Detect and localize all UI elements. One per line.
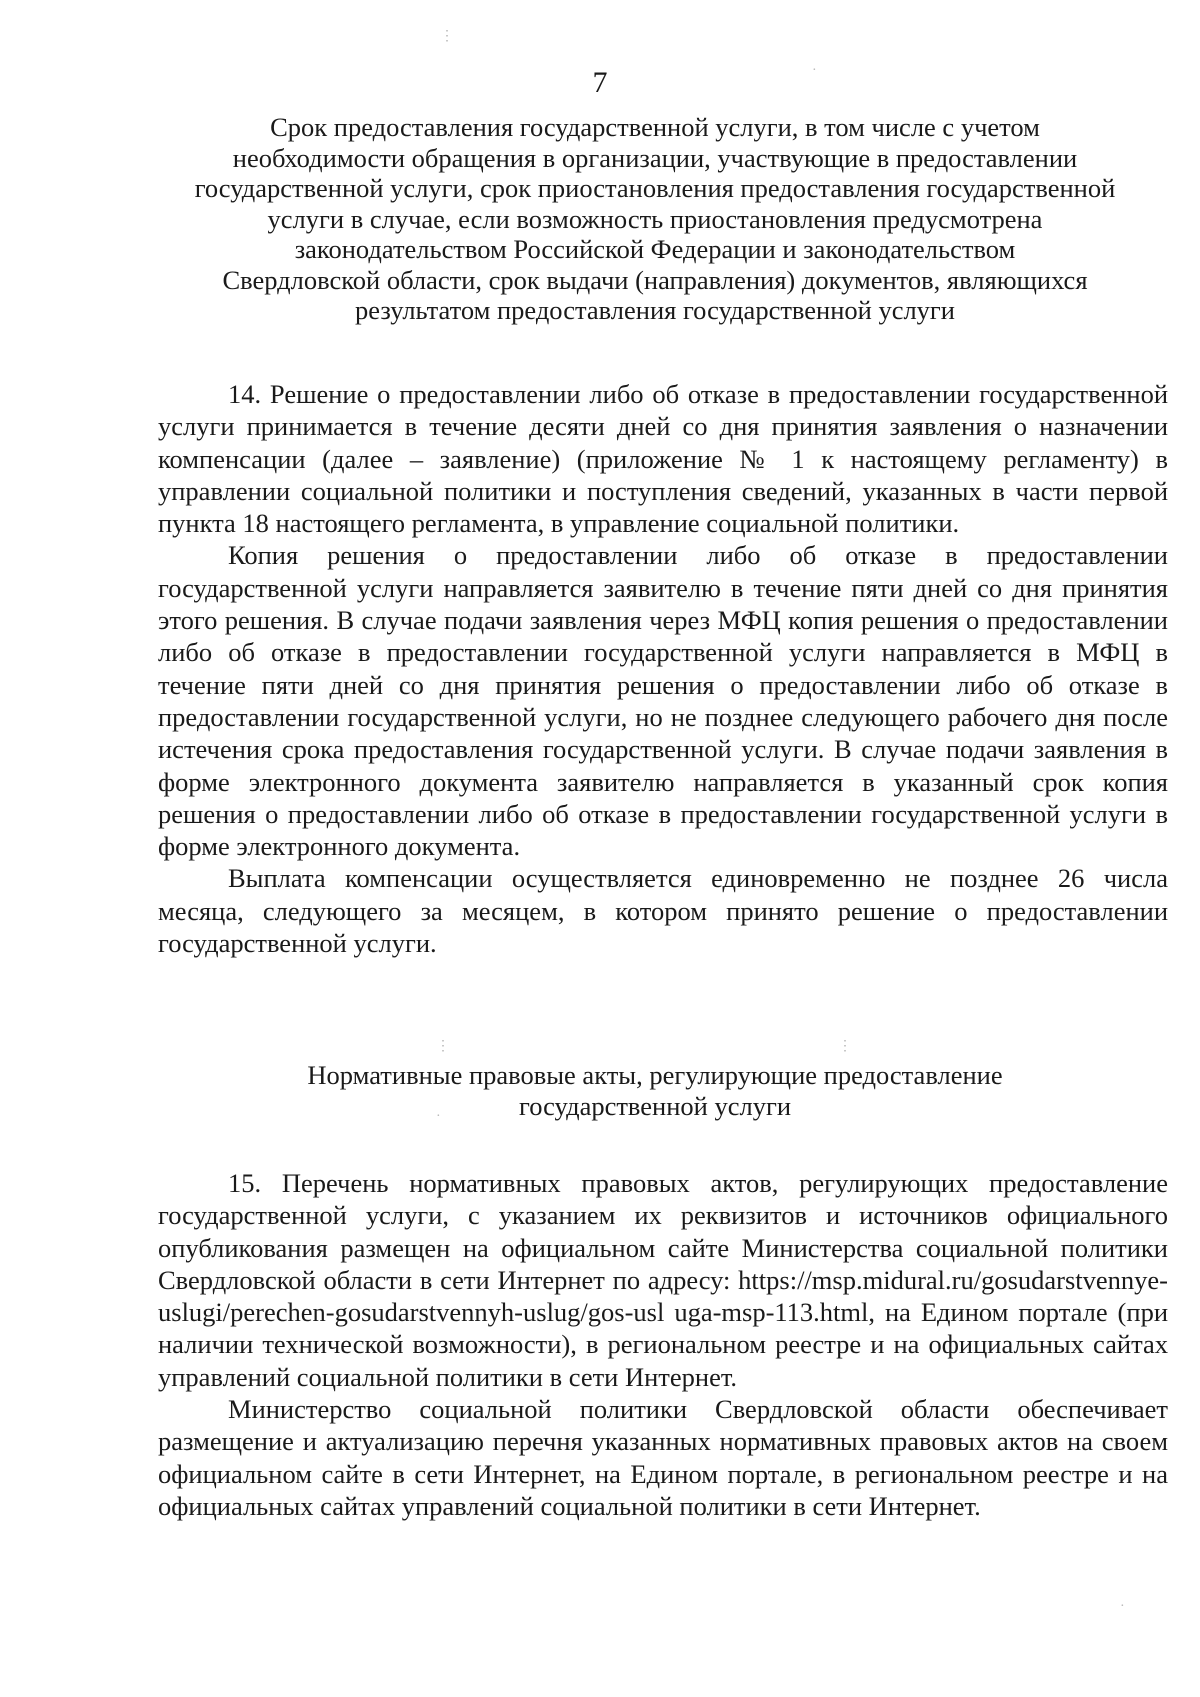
heading-line: государственной услуги	[518, 1090, 792, 1121]
scan-speck: ⋮	[436, 1039, 450, 1054]
page-number: 7	[592, 66, 608, 99]
section-body-deadline	[158, 378, 1168, 959]
paragraph-ministry-duties: Министерство социальной политики Свердловской области обеспечивает размещение и актуализацию перечня указанных нормативных правовых актов на своем официальном сайте в сети Интернет, на Едином портале, в региональном реестре и на официальных сайтах управлений социальной политики в сети Интернет.	[158, 1394, 1168, 1521]
scan-speck: ⋮	[440, 29, 454, 44]
heading-line: Свердловской области, срок выдачи (направления) документов, являющихся	[222, 264, 1088, 295]
paragraph-payment: Выплата компенсации осуществляется единовременно не позднее 26 числа месяца, следующего за месяцем, в котором принято решение о предоставлении государственной услуги.	[158, 863, 1168, 959]
paragraph-decision-copy: Копия решения о предоставлении либо об отказе в предоставлении государственной услуги направляется заявителю в течение пяти дней со дня принятия этого решения. В случае подачи заявления через МФЦ копия решения о предоставлении либо об отказе в предоставлении государственной услуги направляется в МФЦ в течение пяти дней со дня принятия решения о предоставлении либо об отказе в предоставлении государственной услуги, но не позднее следующего рабочего дня после истечения срока предоставления государственной услуги. В случае подачи заявления в форме электронного документа заявителю направляется в указанный срок копия решения о предоставлении либо об отказе в предоставлении государственной услуги в форме электронного документа.	[158, 540, 1168, 862]
heading-line: необходимости обращения в организации, участвующие в предоставлении	[232, 142, 1078, 173]
paragraph-14: 14. Решение о предоставлении либо об отказе в предоставлении государственной услуги принимается в течение десяти дней со дня принятия заявления о назначении компенсации (далее – заявление) (приложение № 1 к настоящему регламенту) в управлении социальной политики и поступления сведений, указанных в части первой пункта 18 настоящего регламента, в управление социальной политики.	[158, 379, 1168, 539]
heading-line: результатом предоставления государственной услуги	[354, 295, 955, 325]
section-heading-legal-acts	[140, 1060, 1170, 1121]
scan-speck: ·	[1120, 1599, 1125, 1614]
scan-speck: ·	[436, 1109, 441, 1124]
section-body-legal-acts	[158, 1167, 1168, 1522]
paragraph-15: 15. Перечень нормативных правовых актов, регулирующих предоставление государственной услуги, с указанием их реквизитов и источников официального опубликования размещен на официальном сайте Министерства социальной политики Свердловской области в сети Интернет по адресу: https://msp.midural.ru/gosudarstvennye-uslugi/perechen-gosudarstvennyh-uslug/gos-usl uga-msp-113.html, на Едином портале (при наличии технической возможности), в региональном реестре и на официальных сайтах управлений социальной политики в сети Интернет.	[158, 1168, 1168, 1392]
heading-line: законодательством Российской Федерации и законодательством	[294, 234, 1016, 264]
scan-speck: ·	[812, 63, 817, 78]
section-heading-deadline	[140, 112, 1170, 326]
scan-speck: ⋮	[838, 1039, 852, 1054]
heading-line: государственной услуги, срок приостановления предоставления государственной	[194, 173, 1116, 203]
heading-line: Нормативные правовые акты, регулирующие предоставление	[307, 1060, 1003, 1090]
heading-line: услуги в случае, если возможность приостановления предусмотрена	[267, 203, 1043, 234]
heading-line: Срок предоставления государственной услуги, в том числе с учетом	[270, 112, 1040, 142]
